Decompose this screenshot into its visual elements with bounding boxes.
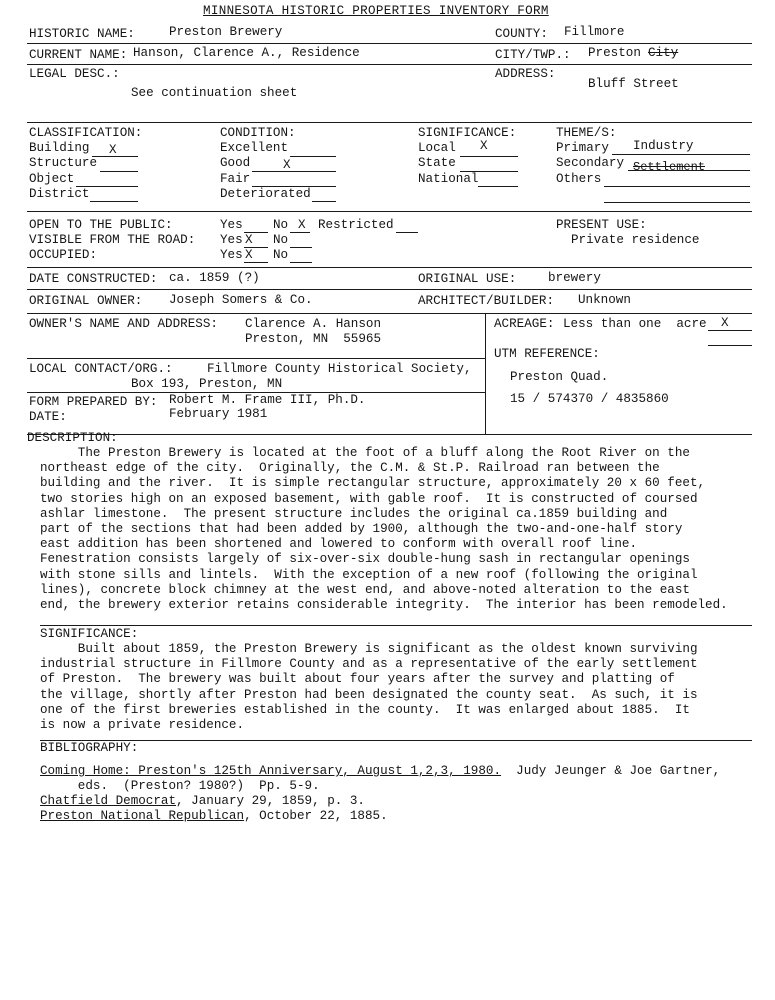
contact-line1: Fillmore County Historical Society,: [207, 362, 472, 376]
theme-secondary-blank: [628, 170, 750, 171]
date-constructed-label: DATE CONSTRUCTED:: [29, 272, 158, 286]
theme-others-blank-1: [604, 186, 750, 187]
description-label: DESCRIPTION:: [27, 431, 118, 445]
occupied-no: No: [273, 248, 289, 262]
significance-line: of Preston. The brewery was built about four years after the survey and platting of: [40, 672, 675, 687]
class-building-mark: X: [109, 143, 117, 157]
original-use-label: ORIGINAL USE:: [418, 272, 517, 286]
cond-good-blank: [252, 171, 336, 172]
visible-yes: Yes: [220, 233, 243, 247]
prepared-value: Robert M. Frame III, Ph.D.: [169, 393, 366, 407]
rule-bibliography-top: [40, 740, 752, 741]
sig-state: State: [418, 156, 456, 170]
cond-excellent: Excellent: [220, 141, 289, 155]
bibliography-rest: , January 29, 1859, p. 3.: [176, 794, 365, 808]
theme-label: THEME/S:: [556, 126, 617, 140]
county-value: Fillmore: [564, 25, 625, 39]
description-line: part of the sections that had been added by 1900, although the two-and-one-half story: [40, 522, 683, 536]
sig-local: Local: [418, 141, 456, 155]
bibliography-entry: [40, 779, 740, 794]
prepared-label: FORM PREPARED BY:: [29, 395, 158, 409]
class-district: District: [29, 187, 90, 201]
theme-secondary-label: Secondary: [556, 156, 625, 170]
description-line: The Preston Brewery is located at the foot of a bluff along the Root River on the: [40, 446, 690, 460]
original-owner-label: ORIGINAL OWNER:: [29, 294, 143, 308]
architect-label: ARCHITECT/BUILDER:: [418, 294, 555, 308]
bibliography-entry: [40, 809, 740, 824]
rule-contact-top: [27, 358, 485, 359]
class-structure-blank: [100, 171, 138, 172]
significance-line: Built about 1859, the Preston Brewery is significant as the oldest known surviving: [40, 642, 698, 656]
open-restricted: Restricted: [318, 218, 394, 232]
present-use-value: Private residence: [571, 233, 700, 247]
theme-secondary-value: Settlement: [633, 160, 706, 174]
class-building: Building: [29, 141, 90, 155]
sig-local-blank: [460, 156, 518, 157]
theme-others-label: Others: [556, 172, 602, 186]
theme-others-blank-2: [604, 202, 750, 203]
sig-local-mark: X: [480, 139, 488, 153]
description-line: end, the brewery exterior retains considerable integrity. The interior has been remodeled.: [40, 598, 728, 612]
class-structure: Structure: [29, 156, 98, 170]
owner-label: OWNER'S NAME AND ADDRESS:: [29, 317, 218, 331]
description-line: northeast edge of the city. Originally, the C.M. & St.P. Railroad ran between the: [40, 461, 660, 476]
description-line: building and the river. It is simple rectangular structure, approximately 20 x 60 feet,: [40, 476, 706, 491]
sig-national: National: [418, 172, 479, 186]
significance-line: the village, shortly after Preston had been designated the county seat. As such, it is: [40, 687, 698, 702]
bibliography-title: Coming Home: Preston's 125th Anniversary, August 1,2,3, 1980.: [40, 764, 502, 778]
open-yes: Yes: [220, 218, 243, 232]
city-label: CITY/TWP.:: [495, 48, 571, 62]
address-label: ADDRESS:: [495, 67, 556, 81]
rule-classification-top: [27, 122, 752, 123]
date-value: February 1981: [169, 407, 268, 421]
original-use-value: brewery: [548, 271, 601, 285]
current-name-value: Hanson, Clarence A., Residence: [133, 46, 360, 60]
contact-label: LOCAL CONTACT/ORG.:: [29, 362, 173, 376]
bibliography-entry: [40, 764, 740, 779]
bibliography-rest: Judy Jeunger & Joe Gartner,: [501, 764, 721, 778]
utm-value: 15 / 574370 / 4835860: [510, 392, 669, 406]
county-label: COUNTY:: [495, 27, 548, 41]
theme-primary-blank: [612, 154, 750, 155]
significance-line: industrial structure in Fillmore County and as a representative of the early settlement: [40, 657, 698, 672]
historic-name-label: HISTORIC NAME:: [29, 27, 135, 41]
visible-yes-mark: X: [245, 233, 253, 247]
cond-excellent-blank: [290, 156, 336, 157]
bibliography-title: Chatfield Democrat: [40, 794, 177, 808]
rule-description-top: [27, 434, 752, 435]
rule-dates-mid: [27, 289, 752, 290]
occupied-yes: Yes: [220, 248, 243, 262]
description-line: with stone sills and lintels. With the exception of a new roof (following the original: [40, 567, 698, 582]
rule-header-2: [27, 64, 752, 65]
historic-name-value: Preston Brewery: [169, 25, 283, 39]
bibliography-title: Preston National Republican: [40, 809, 245, 823]
present-use-label: PRESENT USE:: [556, 218, 647, 232]
occupied-yes-mark: X: [245, 248, 253, 262]
legal-desc-label: LEGAL DESC.:: [29, 67, 120, 81]
visible-no: No: [273, 233, 289, 247]
date-constructed-value: ca. 1859 (?): [169, 271, 260, 285]
bibliography-label: BIBLIOGRAPHY:: [40, 741, 139, 755]
bibliography-rest: , October 22, 1885.: [244, 809, 388, 823]
bibliography-entry: [40, 794, 740, 809]
utm-quad: Preston Quad.: [510, 370, 609, 384]
city-value: Preston: [588, 46, 641, 60]
acreage-value: Less than one acre: [563, 317, 707, 331]
original-owner-value: Joseph Somers & Co.: [169, 293, 313, 307]
owner-address: Preston, MN 55965: [245, 332, 382, 346]
cond-deteriorated: Deteriorated: [220, 187, 311, 201]
significance-label: SIGNIFICANCE:: [40, 627, 139, 641]
address-value: Bluff Street: [588, 77, 679, 91]
cond-fair: Fair: [220, 172, 251, 186]
rule-header-1: [27, 43, 752, 44]
class-district-blank: [90, 201, 138, 202]
condition-label: CONDITION:: [220, 126, 296, 140]
rule-dates-top: [27, 267, 752, 268]
description-line: two stories high on an exposed basement, with gable roof. It is constructed of coursed: [40, 491, 698, 506]
cond-good-mark: X: [283, 158, 291, 172]
description-line: lines), concrete block chimney at the west end, and above-noted alteration to the east: [40, 582, 690, 597]
classification-label: CLASSIFICATION:: [29, 126, 143, 140]
legal-desc-value: See continuation sheet: [131, 86, 298, 100]
contact-line2: Box 193, Preston, MN: [131, 377, 283, 391]
class-object: Object: [29, 172, 75, 186]
rule-significance-top: [40, 625, 752, 626]
description-line: ashlar limestone. The present structure includes the original ca.1859 building and: [40, 506, 668, 521]
date-label: DATE:: [29, 410, 67, 424]
acreage-blank-1: [708, 330, 752, 331]
occupied-yes-blank: [244, 262, 268, 263]
acreage-mark: X: [721, 316, 729, 330]
visible-road-label: VISIBLE FROM THE ROAD:: [29, 233, 196, 247]
sig-national-blank: [478, 186, 518, 187]
rule-owner-top: [27, 313, 752, 314]
city-struck: City: [648, 46, 679, 60]
acreage-label: ACREAGE:: [494, 317, 555, 331]
description-line: east addition has been shortened and lowered to conform with overall roof line.: [40, 537, 638, 552]
open-no-blank: [290, 232, 310, 233]
cond-deteriorated-blank: [312, 201, 336, 202]
theme-primary-value: Industry: [633, 139, 694, 153]
open-public-label: OPEN TO THE PUBLIC:: [29, 218, 173, 232]
significance-line: one of the first breweries established in the county. It was enlarged about 1885. It: [40, 702, 690, 717]
open-no-mark: X: [298, 218, 306, 232]
bibliography-rest: eds. (Preston? 1980?) Pp. 5-9.: [40, 779, 320, 793]
cond-good: Good: [220, 156, 251, 170]
form-title: MINNESOTA HISTORIC PROPERTIES INVENTORY FORM: [203, 4, 549, 18]
open-no: No: [273, 218, 289, 232]
occupied-label: OCCUPIED:: [29, 248, 98, 262]
rule-access-top: [27, 211, 752, 212]
significance-box-label: SIGNIFICANCE:: [418, 126, 517, 140]
description-line: Fenestration consists largely of six-over-six double-hung sash in rectangular openings: [40, 552, 690, 567]
acreage-blank-2: [708, 345, 752, 346]
current-name-label: CURRENT NAME:: [29, 48, 128, 62]
open-restricted-blank: [396, 232, 418, 233]
class-building-blank: [92, 156, 138, 157]
significance-line: is now a private residence.: [40, 718, 245, 732]
visible-no-blank: [290, 247, 312, 248]
theme-primary-label: Primary: [556, 141, 609, 155]
occupied-no-blank: [290, 262, 312, 263]
owner-divider: [485, 313, 486, 434]
utm-label: UTM REFERENCE:: [494, 347, 600, 361]
owner-name: Clarence A. Hanson: [245, 317, 382, 331]
architect-value: Unknown: [578, 293, 631, 307]
